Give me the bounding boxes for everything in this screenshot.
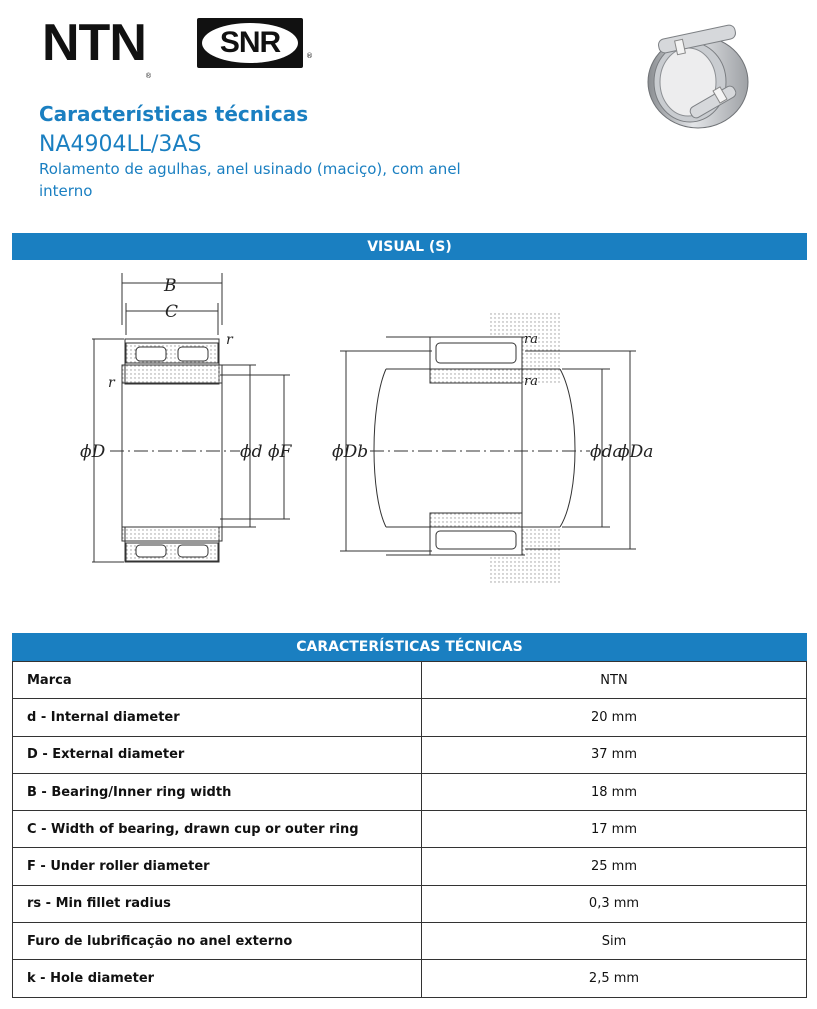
label-B: B bbox=[164, 276, 177, 296]
table-row bbox=[13, 848, 807, 885]
spec-label: B - Bearing/Inner ring width bbox=[13, 773, 422, 810]
table-row bbox=[13, 960, 807, 997]
label-r-left: r bbox=[108, 375, 115, 391]
ntn-logo: NTN® bbox=[42, 14, 151, 80]
spec-label: rs - Min fillet radius bbox=[13, 885, 422, 922]
spec-value: 37 mm bbox=[422, 736, 807, 773]
page-title: Características técnicas bbox=[39, 102, 309, 126]
spec-label: F - Under roller diameter bbox=[13, 848, 422, 885]
spec-value: Sim bbox=[422, 923, 807, 960]
label-D: ϕD bbox=[80, 442, 106, 462]
spec-label: D - External diameter bbox=[13, 736, 422, 773]
table-row bbox=[13, 699, 807, 736]
spec-value: 25 mm bbox=[422, 848, 807, 885]
spec-value: NTN bbox=[422, 662, 807, 699]
table-row bbox=[13, 773, 807, 810]
snr-logo: SNR bbox=[197, 18, 303, 68]
table-row bbox=[13, 811, 807, 848]
technical-drawing bbox=[70, 265, 670, 595]
spec-label: k - Hole diameter bbox=[13, 960, 422, 997]
spec-value: 17 mm bbox=[422, 811, 807, 848]
spec-value: 20 mm bbox=[422, 699, 807, 736]
spec-label: Marca bbox=[13, 662, 422, 699]
table-row bbox=[13, 662, 807, 699]
label-ra-top: ra bbox=[524, 332, 538, 347]
model-number: NA4904LL/3AS bbox=[39, 132, 202, 157]
label-F: ϕF bbox=[268, 442, 292, 462]
visual-section-header: VISUAL (S) bbox=[12, 233, 807, 260]
spec-table bbox=[12, 661, 807, 998]
label-r-top: r bbox=[226, 332, 233, 348]
product-description: Rolamento de agulhas, anel usinado (maciço), com anel interno bbox=[39, 160, 461, 200]
bearing-photo bbox=[628, 10, 754, 136]
spec-label: d - Internal diameter bbox=[13, 699, 422, 736]
spec-value: 18 mm bbox=[422, 773, 807, 810]
label-d: ϕd bbox=[240, 442, 263, 462]
label-C: C bbox=[165, 302, 179, 322]
label-ra-mid: ra bbox=[524, 374, 538, 389]
label-da: ϕda bbox=[590, 442, 623, 462]
spec-value: 2,5 mm bbox=[422, 960, 807, 997]
snr-registered-mark: ® bbox=[306, 52, 313, 60]
table-row bbox=[13, 736, 807, 773]
table-row bbox=[13, 923, 807, 960]
label-Db: ϕDb bbox=[332, 442, 369, 462]
spec-value: 0,3 mm bbox=[422, 885, 807, 922]
spec-label: Furo de lubrificação no anel externo bbox=[13, 923, 422, 960]
tech-section-header: CARACTERÍSTICAS TÉCNICAS bbox=[12, 633, 807, 661]
label-Da: ϕDa bbox=[618, 442, 654, 462]
table-row bbox=[13, 885, 807, 922]
spec-label: C - Width of bearing, drawn cup or outer ring bbox=[13, 811, 422, 848]
